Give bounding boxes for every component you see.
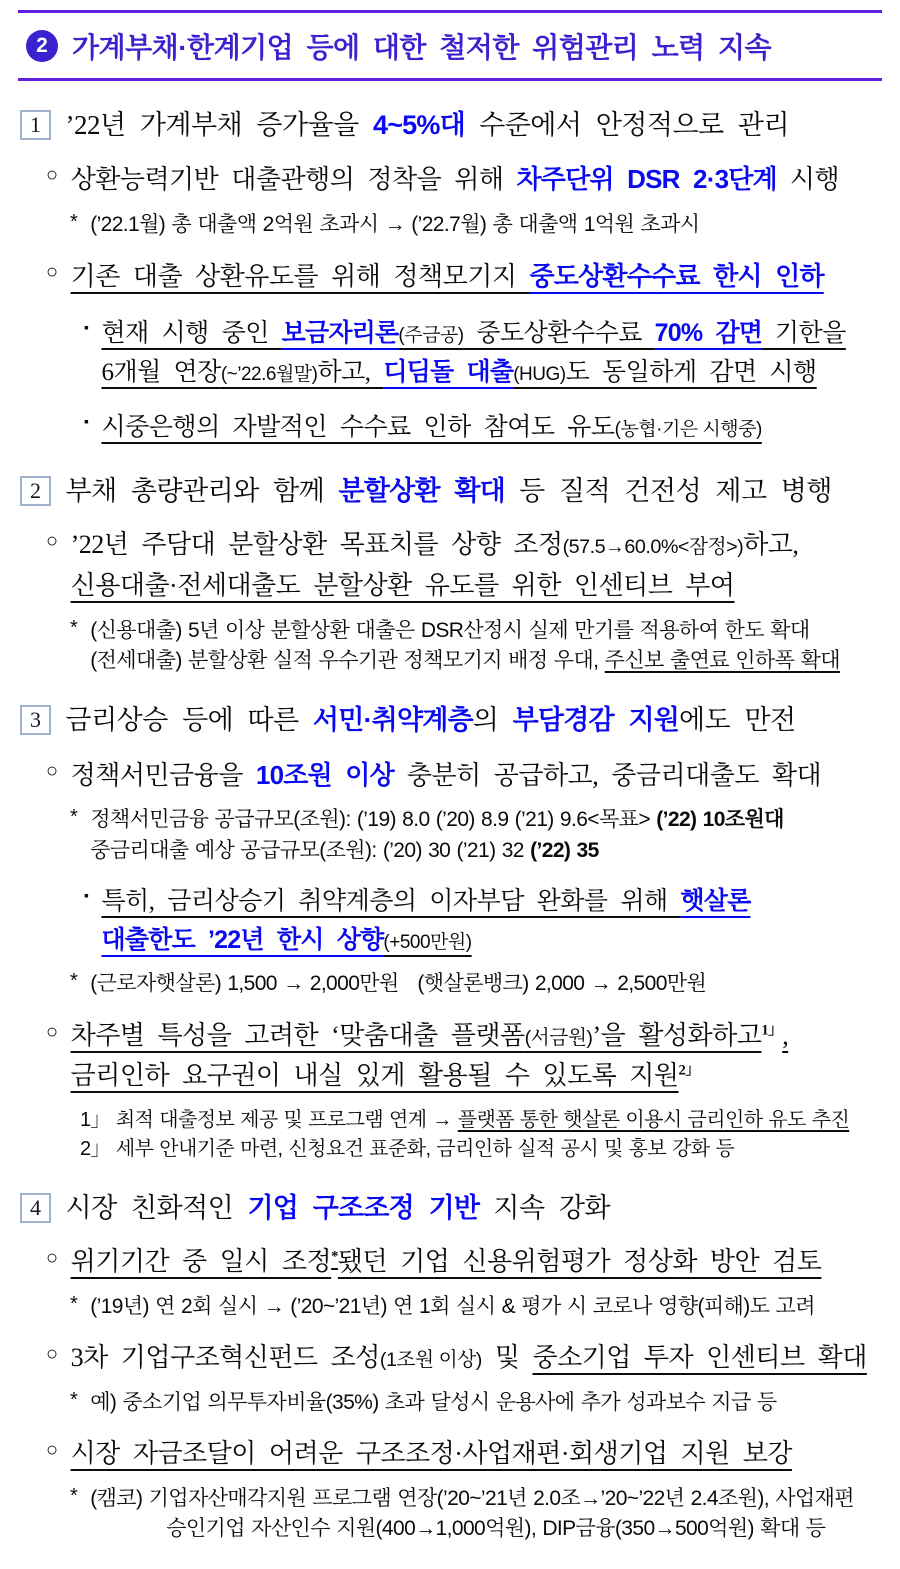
item-content [71, 1434, 882, 1475]
text-segment: 정책서민금융 공급규모(조원): (’19) 8.0 (’20) 8.9 (’21) 9.6<목표> [90, 808, 657, 832]
text-segment: 기존 대출 상환유도를 위해 정책모기지 [70, 262, 530, 292]
text-segment: 됐던 기업 신용위험평가 정상화 방안 검토 [337, 1247, 822, 1277]
circle-item [46, 525, 882, 606]
text-line [80, 1135, 882, 1164]
text-segment: 수준에서 안정적으로 관리 [464, 110, 790, 140]
badge-number: 2 [36, 34, 48, 57]
text-segment: 2」 [678, 1062, 700, 1079]
text-segment: 상환능력기반 대출관행의 정착을 위해 [70, 165, 517, 195]
footnote-bullet-icon: * [70, 1388, 78, 1411]
section-heading [20, 1190, 882, 1226]
section-heading-text [66, 1190, 611, 1226]
text-segment: (근로자햇살론) 1,500 → 2,000만원 (햇살론뱅크) 2,000 → 2,500만원 [90, 972, 707, 996]
item-content [71, 755, 882, 797]
text-line [90, 1484, 882, 1514]
footnote-item [70, 1292, 882, 1322]
policy-section [18, 702, 882, 1163]
text-segment: 시장 자금조달이 어려운 구조조정·사업재편·회생기업 지원 보강 [70, 1439, 792, 1469]
text-segment: ’을 활성화하고 [592, 1020, 762, 1050]
note-item [80, 1106, 882, 1164]
text-segment: 중도상환수수료 한시 인하 [529, 261, 824, 292]
item-content [90, 616, 882, 677]
text-segment: 시행 [776, 165, 840, 195]
text-line [71, 566, 882, 607]
text-segment: 현재 시행 중인 [101, 319, 282, 347]
text-line [71, 1016, 882, 1057]
footnote-bullet-icon: * [70, 970, 78, 993]
item-content [90, 969, 882, 999]
text-line [71, 525, 882, 566]
text-line [90, 836, 882, 866]
section-number-box: 2 [20, 476, 51, 506]
circle-item [46, 1242, 882, 1283]
circle-item [46, 1434, 882, 1475]
square-bullet-icon: ▪ [84, 320, 89, 336]
text-line [71, 1242, 882, 1283]
text-segment: 6개월 연장 [101, 358, 221, 386]
item-content [71, 256, 882, 298]
text-segment: 금리인하 요구권이 내실 있게 활용될 수 있도록 지원 [70, 1061, 679, 1091]
footnote-bullet-icon: * [70, 1292, 78, 1315]
text-segment: 특히, 금리상승기 취약계층의 이자부담 완화를 위해 [101, 888, 681, 916]
section-number-box: 3 [20, 705, 51, 735]
text-line [101, 353, 882, 392]
policy-section [18, 1190, 882, 1545]
text-segment: 승인기업 자산인수 지원(400→1,000억원), DIP금융(350→500억원) 확대 등 [166, 1517, 826, 1541]
text-segment: 지속 강화 [479, 1192, 610, 1223]
section-banner [18, 10, 882, 81]
text-segment: 서민·취약계층 [312, 705, 473, 736]
item-content [90, 1388, 882, 1418]
text-segment: 하고, [743, 530, 799, 560]
text-segment: 1」 최적 대출정보 제공 및 프로그램 연계 → [80, 1108, 458, 1131]
circle-item [46, 256, 882, 298]
text-segment: 주신보 출연료 인하폭 확대 [604, 648, 840, 672]
section-heading [20, 702, 882, 738]
item-content [71, 1338, 882, 1379]
text-line [101, 408, 882, 447]
footnote-item [70, 616, 882, 677]
text-segment: 10조원 이상 [255, 759, 394, 790]
text-segment: (캠코) 기업자산매각지원 프로그램 연장(’20~’21년 2.0조→’20~’22년 2.4조원), 사업재편 [90, 1486, 854, 1510]
circle-item [46, 159, 882, 201]
circle-bullet-icon: ○ [46, 164, 58, 187]
text-line [71, 755, 882, 797]
text-segment: 2」 세부 안내기준 마련, 신청요건 표준화, 금리인하 실적 공시 및 홍보 강화 등 [80, 1137, 735, 1160]
text-line [71, 159, 882, 201]
text-segment: (HUG) [513, 363, 566, 385]
item-content [71, 159, 882, 201]
text-line [90, 646, 882, 676]
text-segment: 중도상환수수료 [463, 319, 655, 347]
section-heading-text [66, 107, 790, 143]
document-body [18, 107, 882, 1545]
footnote-bullet-icon: * [70, 806, 78, 829]
text-segment: 차주단위 DSR 2·3단계 [516, 164, 777, 195]
footnote-item [70, 969, 882, 999]
section-number-box: 4 [20, 1193, 51, 1223]
text-segment: (’22) 35 [530, 838, 599, 862]
text-segment: 하고, [317, 358, 384, 386]
text-segment: , [782, 1020, 789, 1050]
text-line [90, 1514, 882, 1544]
circle-bullet-icon: ○ [46, 261, 58, 284]
text-segment: (1조원 이상) [379, 1349, 482, 1372]
circle-item [46, 1016, 882, 1097]
text-line [90, 616, 882, 646]
square-item [84, 314, 882, 392]
circle-bullet-icon: ○ [46, 759, 58, 782]
text-line [90, 805, 882, 835]
text-segment: (57.5→60.0%<잠정>) [562, 536, 744, 559]
text-segment: 대출한도 ’22년 한시 상향 [101, 926, 384, 955]
text-segment: (농협·기은 시행중) [614, 418, 762, 440]
text-segment: 기업 구조조정 기반 [247, 1192, 480, 1223]
footnote-bullet-icon: * [70, 210, 78, 233]
text-line [90, 1292, 882, 1322]
banner-bottom-rule [18, 78, 882, 81]
section-heading [20, 473, 882, 509]
text-line [71, 1056, 882, 1097]
footnote-bullet-icon: * [70, 1484, 78, 1507]
text-segment: 부채 총량관리와 함께 [65, 475, 339, 506]
text-segment: 예) 중소기업 의무투자비율(35%) 초과 달성시 운용사에 추가 성과보수 지급 등 [90, 1390, 777, 1414]
footnote-item [70, 805, 882, 866]
text-line [90, 1388, 882, 1418]
section-heading-text [66, 473, 832, 509]
text-segment: 에도 만전 [679, 705, 796, 736]
text-line [71, 1338, 882, 1379]
text-line [90, 969, 882, 999]
text-segment: ’22년 주담대 분할상환 목표치를 상향 조정 [70, 530, 563, 560]
circle-bullet-icon: ○ [46, 530, 58, 553]
text-segment: (’19년) 연 2회 실시 → (’20~’21년) 연 1회 실시 & 평가 시 코로나 영향(피해)도 고려 [90, 1294, 815, 1318]
footnote-bullet-icon: * [70, 616, 78, 639]
text-segment: (전세대출) 분할상환 실적 우수기관 정책모기지 배정 우대, [90, 648, 605, 672]
square-bullet-icon: ▪ [84, 889, 89, 905]
text-line [71, 256, 882, 298]
text-segment: 시장 친화적인 [65, 1192, 248, 1223]
text-segment: 시중은행의 자발적인 수수료 인하 참여도 유도 [101, 413, 615, 441]
item-content [90, 805, 882, 866]
text-line [90, 210, 882, 240]
text-segment: 4~5%대 [372, 110, 465, 140]
square-bullet-icon: ▪ [84, 414, 89, 430]
text-segment: 3차 기업구조혁신펀드 조성 [70, 1343, 380, 1373]
text-segment: 중소기업 투자 인센티브 확대 [532, 1343, 867, 1373]
section-number-badge [26, 30, 58, 62]
text-segment: 신용대출·전세대출도 분할상환 유도를 위한 인센티브 부여 [70, 570, 735, 600]
item-content [101, 408, 882, 447]
banner-title: 가계부채·한계기업 등에 대한 철저한 위험관리 노력 지속 [72, 32, 772, 63]
footnote-item [70, 1388, 882, 1418]
policy-section [18, 107, 882, 447]
circle-item [46, 1338, 882, 1379]
item-content [71, 525, 882, 606]
text-line [101, 921, 882, 960]
text-segment: 분할상환 확대 [338, 475, 505, 506]
text-segment: 등 질적 건전성 제고 병행 [504, 475, 832, 506]
policy-section [18, 473, 882, 676]
item-content [90, 210, 882, 240]
text-segment: (~’22.6월말) [220, 363, 318, 385]
section-heading [20, 107, 882, 143]
text-segment: 도 동일하게 감면 시행 [565, 358, 817, 386]
text-segment: 플랫폼 통한 햇살론 이용시 금리인하 유도 추진 [457, 1108, 850, 1131]
square-item [84, 882, 882, 960]
text-segment: * [331, 1248, 338, 1265]
text-segment: 중금리대출 예상 공급규모(조원): (’20) 30 (’21) 32 [90, 838, 531, 862]
text-segment: 햇살론 [680, 887, 751, 916]
footnote-item [70, 1484, 882, 1545]
text-segment: 1」 [761, 1022, 783, 1039]
text-segment: (주금공) [398, 324, 464, 346]
circle-bullet-icon: ○ [46, 1020, 58, 1043]
item-content [101, 314, 882, 392]
text-segment: 차주별 특성을 고려한 ‘맞춤대출 플랫폼 [70, 1020, 525, 1050]
text-segment: ’22년 가계부채 증가율을 [65, 110, 373, 140]
text-line [101, 314, 882, 353]
text-segment: (+500만원) [383, 932, 472, 954]
text-segment: 부담경감 지원 [512, 705, 680, 736]
text-segment: 디딤돌 대출 [383, 357, 514, 386]
item-content [71, 1016, 882, 1097]
section-heading-text [66, 702, 796, 738]
circle-item [46, 755, 882, 797]
item-content [80, 1106, 882, 1164]
text-line [101, 882, 882, 921]
text-line [71, 1434, 882, 1475]
text-segment: 의 [472, 705, 513, 736]
text-segment: 기한을 [762, 319, 846, 347]
text-segment: (신용대출) 5년 이상 분할상환 대출은 DSR산정시 실제 만기를 적용하여 한도 확대 [90, 618, 810, 642]
circle-bullet-icon: ○ [46, 1439, 58, 1462]
item-content [90, 1292, 882, 1322]
text-segment: 충분히 공급하고, 중금리대출도 확대 [393, 760, 822, 790]
section-number-box: 1 [20, 110, 51, 140]
text-segment: 70% 감면 [654, 318, 763, 347]
text-segment: 정책서민금융을 [70, 760, 256, 790]
text-segment: (서금원) [524, 1026, 593, 1049]
footnote-item [70, 210, 882, 240]
banner-row [18, 13, 882, 78]
item-content [90, 1484, 882, 1545]
item-content [71, 1242, 882, 1283]
text-line [80, 1106, 882, 1135]
square-item [84, 408, 882, 447]
text-segment: 위기기간 중 일시 조정 [70, 1247, 332, 1277]
text-segment: 금리상승 등에 따른 [65, 705, 313, 736]
circle-bullet-icon: ○ [46, 1343, 58, 1366]
text-segment: 보금자리론 [281, 318, 399, 347]
circle-bullet-icon: ○ [46, 1247, 58, 1270]
text-segment: (’22) 10조원대 [656, 808, 784, 832]
text-segment: (’22.1월) 총 대출액 2억원 초과시 → (’22.7월) 총 대출액 1억원 초과시 [90, 212, 700, 236]
item-content [101, 882, 882, 960]
text-segment: 및 [481, 1343, 533, 1373]
